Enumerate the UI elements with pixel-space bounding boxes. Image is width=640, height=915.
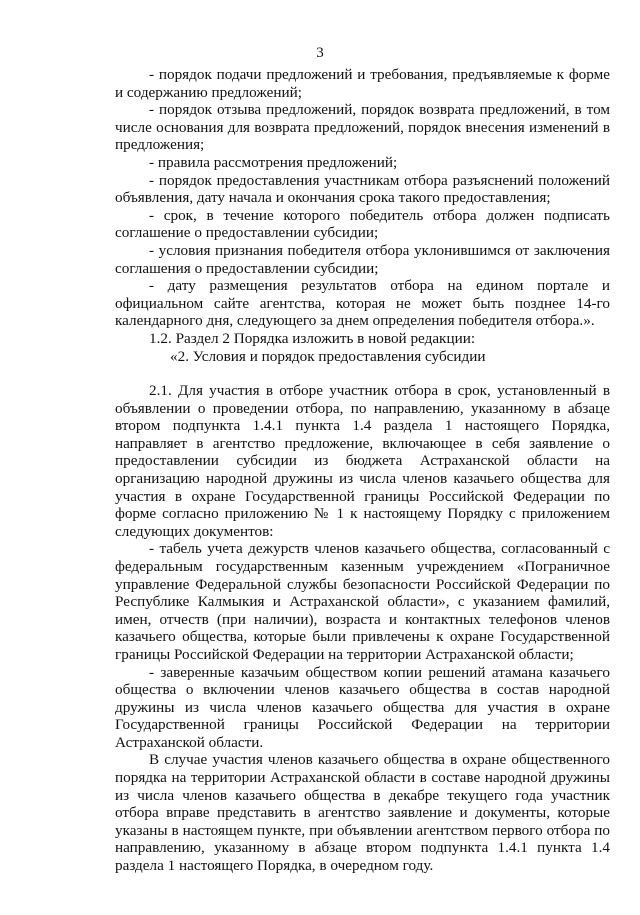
- list-item: - условия признания победителя отбора уклонившимся от заключения соглашения о предоставлении субсидии;: [115, 241, 610, 277]
- list-item: - срок, в течение которого победитель отбора должен подписать соглашение о предоставлении субсидии;: [115, 206, 610, 242]
- list-item: - порядок отзыва предложений, порядок возврата предложений, в том числе основания для возврата предложений, порядок внесения изменений в предложения;: [115, 101, 610, 154]
- body-section: [115, 382, 610, 875]
- paragraph: - заверенные казачьим обществом копии решений атамана казачьего общества о включении членов казачьего общества в состав народной дружины из числа членов казачьего общества для участия в охране Государственной границы Российской Федерации на территории Астраханской области.: [115, 663, 610, 751]
- paragraph: - табель учета дежурств членов казачьего общества, согласованный с федеральным государственным казенным учреждением «Пограничное управление Федеральной службы безопасности Российской Федерации по Республике Калмыкия и Астраханской области», с указанием фамилий, имен, отчеств (при наличии), возраста и контактных телефонов членов казачьего общества, которые были привлечены к охране Государственной границы Российской Федерации на территории Астраханской области;: [115, 540, 610, 663]
- amendment-line: 1.2. Раздел 2 Порядка изложить в новой редакции:: [149, 329, 476, 347]
- list-item: - правила рассмотрения предложений;: [149, 153, 398, 171]
- paragraph: 2.1. Для участия в отборе участник отбора в срок, установленный в объявлении о проведении отбора, по направлению, указанному в абзаце втором подпункта 1.4.1 пункта 1.4 раздела 1 настоящего Порядка, направляет в агентство предложение, включающее в себя заявление о предоставлении субсидии из бюджета Астраханской области на организацию народной дружины из числа членов казачьего общества для участия в охране Государственной границы Российской Федерации по форме согласно приложению № 1 к настоящему Порядку с приложением следующих документов:: [115, 382, 610, 540]
- list-section: [115, 66, 610, 365]
- paragraph: В случае участия членов казачьего общества в охране общественного порядка на территории Астраханской области в составе народной дружины из числа членов казачьего общества в декабре текущего года участник отбора вправе представить в агентство заявление и документы, которые указаны в настоящем пункте, при объявлении агентством первого отбора по направлению, указанному в абзаце втором подпункта 1.4.1 пункта 1.4 раздела 1 настоящего Порядка, в очередном году.: [115, 751, 610, 875]
- page-number: 3: [316, 45, 324, 61]
- list-item: - порядок предоставления участникам отбора разъяснений положений объявления, дату начала и окончания срока такого предоставления;: [115, 171, 610, 207]
- list-item: - порядок подачи предложений и требования, предъявляемые к форме и содержанию предложений;: [115, 66, 610, 101]
- list-item: - дату размещения результатов отбора на едином портале и официальном сайте агентства, которая не может быть позднее 14-го календарного дня, следующего за днем определения победителя отбора.».: [115, 277, 610, 330]
- section-heading: «2. Условия и порядок предоставления субсидии: [170, 347, 486, 365]
